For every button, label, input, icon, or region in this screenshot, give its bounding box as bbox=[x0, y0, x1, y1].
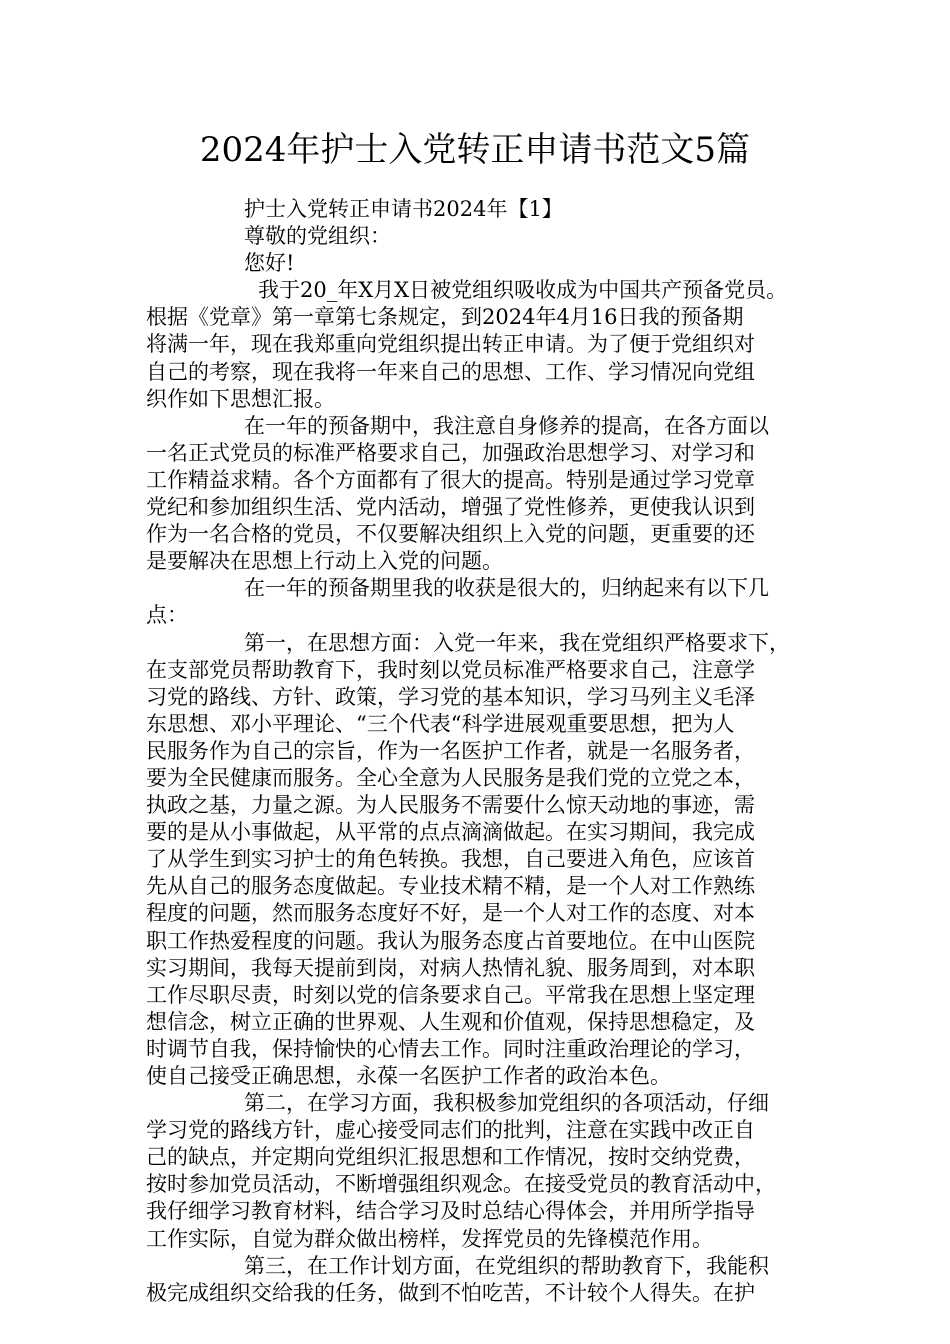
text-line: 要为全民健康而服务。全心全意为人民服务是我们党的立党之本， bbox=[146, 765, 755, 790]
text-line: 您好! bbox=[244, 251, 295, 276]
text-line: 执政之基，力量之源。为人民服务不需要什么惊天动地的事迹，需 bbox=[146, 793, 755, 818]
text-line: 学习党的路线方针，虚心接受同志们的批判，注意在实践中改正自 bbox=[146, 1118, 755, 1143]
document-body bbox=[146, 196, 816, 1307]
text-line: 先从自己的服务态度做起。专业技术精不精，是一个人对工作熟练 bbox=[146, 874, 755, 899]
text-line: 党纪和参加组织生活、党内活动，增强了党性修养，更使我认识到 bbox=[146, 495, 755, 520]
text-line: 一名正式党员的标准严格要求自己，加强政治思想学习、对学习和 bbox=[146, 440, 755, 465]
text-line: 工作实际，自觉为群众做出榜样，发挥党员的先锋模范作用。 bbox=[146, 1226, 713, 1251]
text-line: 己的缺点，并定期向党组织汇报思想和工作情况，按时交纳党费， bbox=[146, 1145, 755, 1170]
text-line: 自己的考察，现在我将一年来自己的思想、工作、学习情况向党组 bbox=[146, 359, 755, 384]
text-line: 工作尽职尽责，时刻以党的信条要求自己。平常我在思想上坚定理 bbox=[146, 982, 755, 1007]
text-line: 护士入党转正申请书2024年【1】 bbox=[244, 197, 563, 221]
text-line: 在一年的预备期中，我注意自身修养的提高，在各方面以 bbox=[244, 413, 769, 438]
text-line: 实习期间，我每天提前到岗，对病人热情礼貌、服务周到，对本职 bbox=[146, 955, 755, 980]
text-line: 民服务作为自己的宗旨，作为一名医护工作者，就是一名服务者， bbox=[146, 738, 755, 763]
text-line: 工作精益求精。各个方面都有了很大的提高。特别是通过学习党章 bbox=[146, 467, 755, 492]
text-line: 时调节自我，保持愉快的心情去工作。同时注重政治理论的学习， bbox=[146, 1036, 755, 1061]
text-line: 程度的问题，然而服务态度好不好，是一个人对工作的态度、对本 bbox=[146, 901, 755, 926]
text-line: 极完成组织交给我的任务，做到不怕吃苦，不计较个人得失。在护 bbox=[146, 1280, 755, 1305]
text-line: 是要解决在思想上行动上入党的问题。 bbox=[146, 549, 503, 574]
text-line: 想信念，树立正确的世界观、人生观和价值观，保持思想稳定，及 bbox=[146, 1009, 755, 1034]
text-line: 使自己接受正确思想，永葆一名医护工作者的政治本色。 bbox=[146, 1064, 671, 1088]
text-line: 按时参加党员活动，不断增强组织观念。在接受党员的教育活动中， bbox=[146, 1172, 776, 1197]
text-line: 我于20_年X月X日被党组织吸收成为中国共产预备党员。 bbox=[258, 278, 788, 303]
text-line: 习党的路线、方针、政策，学习党的基本知识，学习马列主义毛泽 bbox=[146, 684, 755, 709]
text-line: 织作如下思想汇报。 bbox=[146, 386, 335, 411]
text-line: 第三，在工作计划方面，在党组织的帮助教育下，我能积 bbox=[244, 1253, 769, 1278]
text-line: 在支部党员帮助教育下，我时刻以党员标准严格要求自己，注意学 bbox=[146, 657, 755, 682]
text-line: 要的是从小事做起，从平常的点点滴滴做起。在实习期间，我完成 bbox=[146, 820, 755, 845]
text-line: 东思想、邓小平理论、“三个代表“科学进展观重要思想，把为人 bbox=[146, 711, 735, 736]
text-line: 我仔细学习教育材料，结合学习及时总结心得体会，并用所学指导 bbox=[146, 1199, 755, 1224]
text-line: 第一，在思想方面：入党一年来，我在党组织严格要求下， bbox=[244, 630, 790, 655]
text-line: 职工作热爱程度的问题。我认为服务态度占首要地位。在中山医院 bbox=[146, 928, 755, 953]
document-title: 2024年护士入党转正申请书范文5篇 bbox=[199, 130, 751, 170]
text-line: 尊敬的党组织： bbox=[244, 224, 391, 249]
text-line: 在一年的预备期里我的收获是很大的，归纳起来有以下几 bbox=[244, 576, 769, 601]
text-line: 点： bbox=[146, 603, 188, 628]
text-line: 第二，在学习方面，我积极参加党组织的各项活动，仔细 bbox=[244, 1091, 769, 1116]
text-line: 了从学生到实习护士的角色转换。我想，自己要进入角色，应该首 bbox=[146, 847, 755, 872]
text-line: 根据《党章》第一章第七条规定，到2024年4月16日我的预备期 bbox=[146, 305, 744, 330]
text-line: 作为一名合格的党员，不仅要解决组织上入党的问题，更重要的还 bbox=[146, 522, 755, 547]
text-line: 将满一年，现在我郑重向党组织提出转正申请。为了便于党组织对 bbox=[146, 332, 755, 357]
